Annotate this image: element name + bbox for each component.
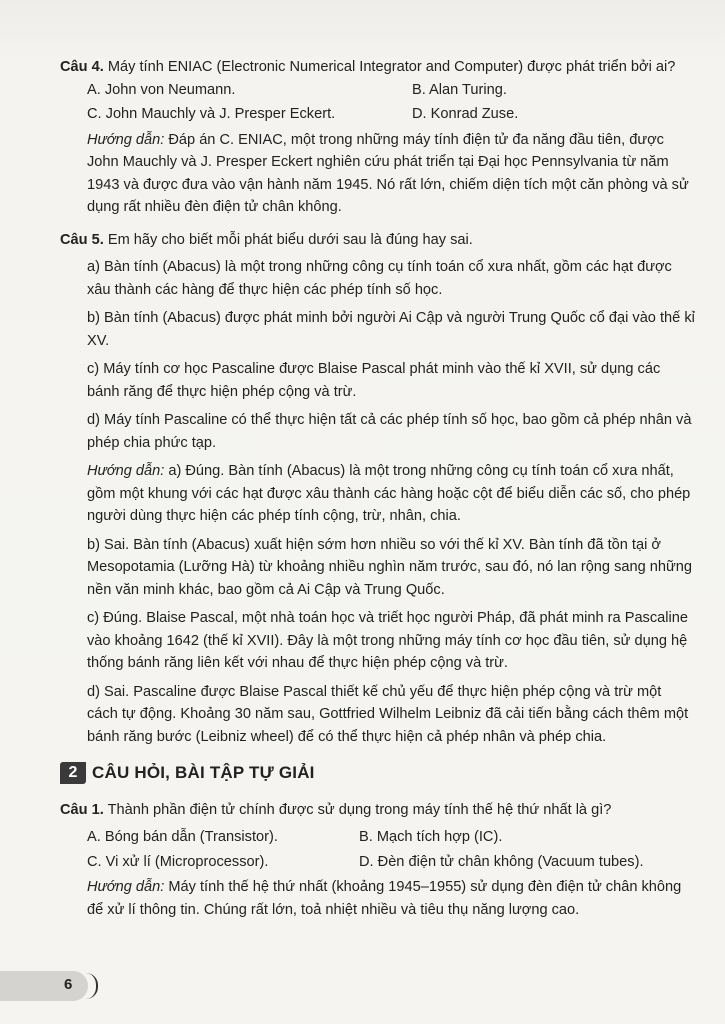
guide-text: Máy tính thế hệ thứ nhất (khoảng 1945–1955) sử dụng đèn điện tử chân không để xử lí thông tin. Chúng rất lớn, toả nhiệt nhiều và tiêu thụ năng lượng cao.	[87, 879, 682, 918]
guide-q4	[60, 129, 696, 219]
question-text: Máy tính ENIAC (Electronic Numerical Integrator and Computer) được phát triển bởi ai?	[103, 59, 676, 75]
answer-c: c) Đúng. Blaise Pascal, một nhà toán học và triết học người Pháp, đã phát minh ra Pascaline vào khoảng 1642 (thế kỉ XVII). Đây là một trong những máy tính cơ học đầu tiên, sử dụng hệ thống bánh răng liên kết với nhau để thực hiện phép cộng và trừ.	[87, 610, 688, 671]
options-q4	[60, 79, 696, 126]
question-label: Câu 4.	[60, 59, 104, 75]
guide-label: Hướng dẫn:	[87, 131, 165, 148]
option-a: A. John von Neumann.	[87, 81, 236, 98]
statement-a: a) Bàn tính (Abacus) là một trong những công cụ tính toán cổ xưa nhất, gồm các hạt được xâu thành các hàng để thực hiện các phép tính số học.	[87, 259, 672, 298]
guide-s1	[60, 876, 696, 921]
statement-b: b) Bàn tính (Abacus) được phát minh bởi người Ai Cập và người Trung Quốc cổ đại vào thế kỉ XV.	[87, 310, 695, 349]
option-d: D. Konrad Zuse.	[412, 106, 519, 122]
option-a: A. Bóng bán dẫn (Transistor).	[87, 829, 278, 845]
option-b: B. Alan Turing.	[412, 81, 507, 98]
statement-d: d) Máy tính Pascaline có thể thực hiện tất cả các phép tính số học, bao gồm cả phép nhân và phép chia phức tạp.	[87, 412, 692, 451]
question-4	[60, 56, 696, 79]
page-number-bracket	[86, 973, 98, 999]
section-header	[60, 762, 696, 785]
page-number-background	[0, 971, 88, 1001]
guide-label: Hướng dẫn:	[87, 463, 165, 479]
option-d: D. Đèn điện tử chân không (Vacuum tubes).	[359, 853, 644, 870]
answer-d: d) Sai. Pascaline được Blaise Pascal thiết kế chủ yếu để thực hiện phép cộng và trừ một cách tự động. Khoảng 30 năm sau, Gottfried Wilhelm Leibniz đã cải tiến bằng cách thêm một bánh răng bước (Leibniz wheel) để có thể thực hiện cả phép nhân và phép chia.	[87, 683, 689, 745]
options-s1	[60, 826, 696, 873]
self-question-1	[60, 799, 696, 822]
option-c: C. John Mauchly và J. Presper Eckert.	[87, 106, 336, 122]
option-b: B. Mạch tích hợp (IC).	[359, 829, 503, 845]
question-5	[60, 229, 696, 252]
page-number: 6	[64, 976, 73, 993]
question-label: Câu 5.	[60, 231, 104, 248]
section-number: 2	[60, 762, 86, 784]
section-title: CÂU HỎI, BÀI TẬP TỰ GIẢI	[92, 763, 315, 782]
page-number-tab	[0, 971, 100, 1001]
question-text: Thành phần điện tử chính được sử dụng trong máy tính thế hệ thứ nhất là gì?	[103, 801, 612, 818]
guide-text: a) Đúng. Bàn tính (Abacus) là một trong những công cụ tính toán cổ xưa nhất, gồm một khung với các hạt được xâu thành các hàng hoặc cột để biểu diễn các số, cho phép người dùng thực hiện các phép tính cộng, trừ, nhân, chia.	[87, 463, 691, 524]
answer-b: b) Sai. Bàn tính (Abacus) xuất hiện sớm hơn nhiều so với thế kỉ XV. Bàn tính đã tồn tại ở Mesopotamia (Lưỡng Hà) từ khoảng nhiều nghìn năm trước, sau đó, nó lan rộng sang những nền văn minh khác, bao gồm cả Ai Cập và Trung Quốc.	[87, 536, 693, 598]
guide-label: Hướng dẫn:	[87, 879, 165, 895]
statement-c: c) Máy tính cơ học Pascaline được Blaise Pascal phát minh vào thế kỉ XVII, sử dụng các bánh răng để thực hiện phép cộng và trừ.	[87, 361, 661, 400]
guide-q5	[60, 460, 696, 528]
guide-text: Đáp án C. ENIAC, một trong những máy tính điện tử đa năng đầu tiên, được John Mauchly và J. Presper Eckert nghiên cứu phát triển tại Đại học Pennsylvania từ năm 1943 và được đưa vào vận hành năm 1945. Nó rất lớn, chiếm diện tích một căn phòng và sử dụng rất nhiều đèn điện tử chân không.	[87, 131, 689, 215]
option-c: C. Vi xử lí (Microprocessor).	[87, 853, 269, 870]
page-content	[60, 56, 696, 927]
question-label: Câu 1.	[60, 801, 104, 818]
question-text: Em hãy cho biết mỗi phát biểu dưới sau là đúng hay sai.	[103, 231, 473, 248]
